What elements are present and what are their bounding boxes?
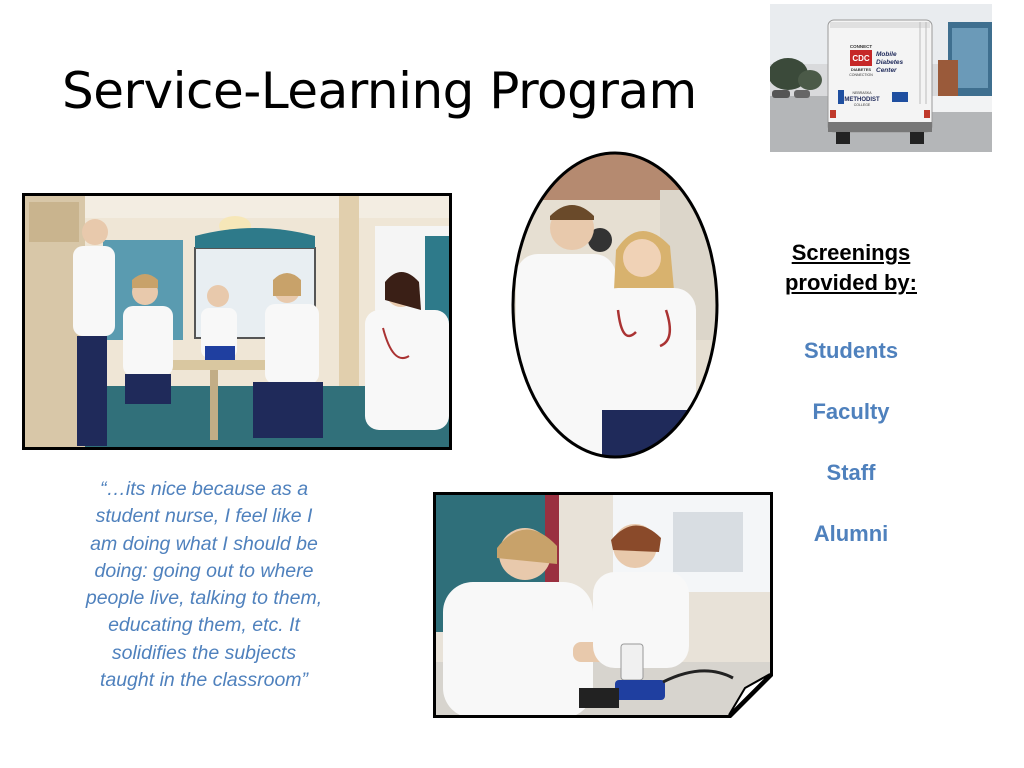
bus-photo-drawing	[770, 4, 992, 152]
screenings-heading	[760, 238, 942, 298]
nurses-at-desk-photo	[433, 492, 773, 718]
screenings-panel	[760, 238, 942, 564]
screenings-provider-list	[760, 320, 942, 564]
bus-sign-diabetes-word: Diabetes	[876, 59, 904, 66]
bus-sign-diabetes: DIABETES	[850, 67, 872, 72]
bus-college-college: COLLEGE	[853, 103, 871, 107]
bus-sign-center: Center	[876, 67, 897, 74]
student-quote: “…its nice because as a student nurse, I feel like I am doing what I should be doing: going out to where people live, talking to them, educating them, etc. It solidifies the subjects taught in the classroom”	[85, 478, 323, 692]
nurses-oval-portrait-photo	[510, 150, 720, 460]
desk-photo-drawing	[433, 492, 773, 718]
bus-sign-mobile: Mobile	[876, 51, 897, 58]
screenings-heading-line1: Screenings	[791, 240, 911, 265]
slide-title: Service-Learning Program	[62, 62, 697, 120]
provider-faculty: Faculty	[812, 399, 890, 424]
mobile-clinic-bus-photo	[770, 4, 992, 152]
cdc-logo-text: CDC	[852, 54, 870, 63]
provider-alumni: Alumni	[813, 521, 889, 546]
bus-college-methodist: METHODIST	[844, 97, 880, 103]
group-photo-drawing	[22, 193, 452, 450]
provider-staff: Staff	[826, 460, 876, 485]
oval-photo-drawing	[510, 150, 720, 460]
provider-students: Students	[803, 338, 899, 363]
screenings-heading-line2: provided by:	[784, 270, 917, 295]
nursing-team-group-photo	[22, 193, 452, 450]
bus-sign-connection: CONNECTION	[849, 73, 873, 77]
bus-college-nebraska: NEBRASKA	[852, 91, 872, 95]
bus-sign-connect: CONNECT	[849, 44, 873, 49]
